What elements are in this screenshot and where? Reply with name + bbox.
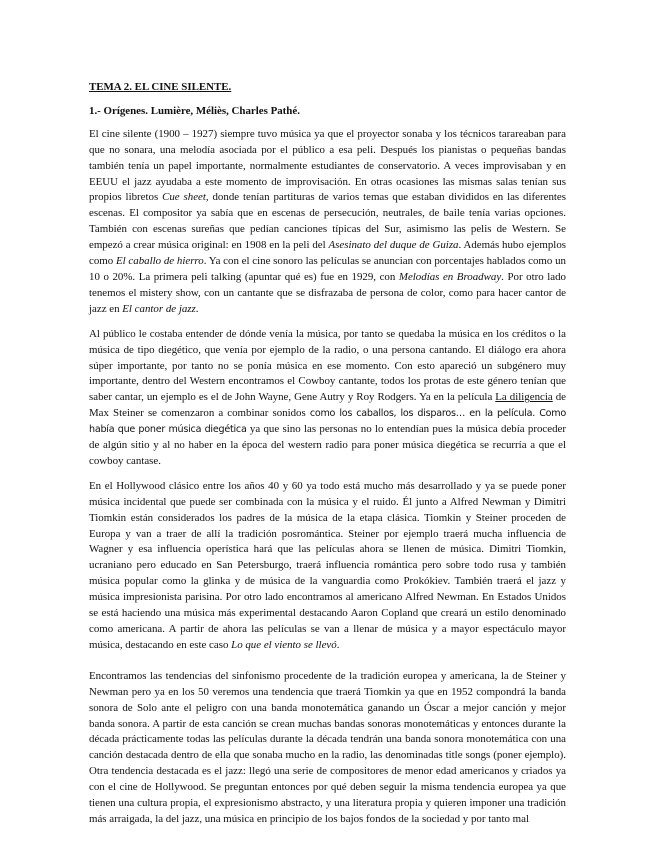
italic-title: Melodías en Broadway bbox=[398, 270, 502, 283]
paragraph-2 bbox=[89, 327, 566, 470]
text-run: En el Hollywood clásico entre los años 40 y 60 ya todo está mucho más desarrollado y ya se puede poner música incidental que puede ser combinada con la música y el ruido. Él junto a Alfred Newman y Dimitri Tiomkin están considerados los padres de la música de la etapa clásica. Tiomkin y Steiner proceden de Europa y van a traer de allí la tradición posromántica. Steiner por ejemplo traerá mucha influencia de Wagner y esa influencia operística hará que las películas ahora se llenen de música. Dimitri Tiomkin, ucraniano pero educado en San Petersburgo, traerá influencia romántica pero sobre todo rusa y también música popular como la glinka y de música de la vanguardia como Prokókiev. También traerá el jazz y música impresionista parisina. Por otro lado encontramos al americano Alfred Newman. En Estados Unidos se está haciendo una música más experimental destacando Aaron Copland que creará un estilo denominado como americana. A partir de ahora las películas se van a llenar de música y a mayor espectáculo mayor música, destacando en este caso bbox=[89, 479, 566, 651]
text-run: . Además hubo ejemplos como bbox=[89, 239, 567, 268]
document-page bbox=[89, 80, 566, 837]
text-run: Al público le costaba entender de dónde venía la música, por tanto se quedaba la música en los créditos o la música de tipo diegético, que venía por ejemplo de la radio, o una persona cantando. El diálogo era ahora súper importante, por tanto no se ponía música en ese momento. Con esto apareció un subgénero muy importante, dentro del Western encontramos el Cowboy cantante, todos los protas de este género tenían que saber cantar, un ejemplo es el de John Wayne, Gene Autry y Roy Rodgers. Ya en la película bbox=[89, 327, 566, 404]
paragraph-1 bbox=[89, 127, 566, 318]
document-title: TEMA 2. EL CINE SILENTE. bbox=[89, 81, 232, 93]
text-run: Encontramos las tendencias del sinfonismo procedente de la tradición europea y americana, la de Steiner y Newman pero ya en los 50 veremos una tendencia que traerá Tiomkin ya que en 1952 compondrá la banda sonora de Solo ante el peligro con una banda monotemática ganando un Óscar a mejor canción y mejor banda sonora. A partir de esta canción se crean muchas bandas sonoras monotemáticas y entonces durante la década prácticamente todas las películas durante la década tendrán una banda sonora monotemática con una canción destacada dentro de ella que sonaba mucho en la radio, las denominadas title songs (poner ejemplo). Otra tendencia destacada es el jazz: llegó una serie de compositores de menor edad americanos y criados ya con el cine de Hollywood. Se preguntan entonces por qué deben seguir la misma tendencia europea ya que tienen una cultura propia, el expresionismo abstracto, y una literatura propia y quieren imponer una tradición más arraigada, la del jazz, una música en principio de los bajos fondos de la sociedad y por tanto mal bbox=[89, 669, 566, 825]
italic-title: Cue sheet bbox=[162, 191, 206, 204]
section-heading: 1.- Orígenes. Lumière, Méliès, Charles Pathé. bbox=[89, 104, 300, 117]
text-run: . Por otro lado tenemos el mistery show, con un cantante que se disfrazaba de persona de color, como para hacer cantor de jazz en bbox=[89, 270, 566, 315]
text-run: . bbox=[336, 638, 340, 651]
text-run: , donde tenían partituras de varios temas que estaban divididos en las diferentes escenas. El compositor ya sabía que en escenas de persecución, neutrales, de baile tenía varias opciones. También con escenas sureñas que pedían canciones típicas del Sur, asimismo las pelis de Western. Se empezó a crear música original: en 1908 en la peli del bbox=[89, 191, 566, 252]
paragraph-3 bbox=[89, 479, 566, 654]
text-run: de Max Steiner se comenzaron a combinar sonidos bbox=[89, 391, 566, 420]
handwritten-style-run: como los caballos, los disparos… en la película. Como había que poner música diegética bbox=[89, 408, 566, 436]
italic-title: Asesinato del duque de Guiza bbox=[328, 239, 459, 252]
text-run: ya que sino las personas no lo entendían pues la música debía proceder de algún sitio y al no haber en la época del western radio para poner música diegética se recurría a que el cowboy cantase. bbox=[89, 423, 566, 467]
italic-title: Lo que el viento se llevó bbox=[231, 638, 337, 651]
italic-title: El caballo de hierro bbox=[115, 255, 204, 268]
text-run: . Ya con el cine sonoro las películas se anuncian con porcentajes hablados como un 10 o 20%. La primera peli talking (apuntar qué es) fue en 1929, con bbox=[89, 255, 566, 283]
text-run: . bbox=[195, 302, 199, 315]
underlined-title: La diligencia bbox=[495, 391, 553, 404]
italic-title: El cantor de jazz bbox=[122, 302, 196, 315]
paragraph-4 bbox=[89, 669, 566, 828]
text-run: El cine silente (1900 – 1927) siempre tuvo música ya que el proyector sonaba y los técnicos tarareaban para que no sonara, una melodía asociada por el público a esa peli. Después los pianistas o pequeñas bandas también tenía un papel importante, normalmente estudiantes de conservatorio. A veces improvisaban y en EEUU el jazz ayudaba a este momento de improvisación. En otras ocasiones las mismas salas tenían sus propios libretos bbox=[89, 127, 566, 204]
